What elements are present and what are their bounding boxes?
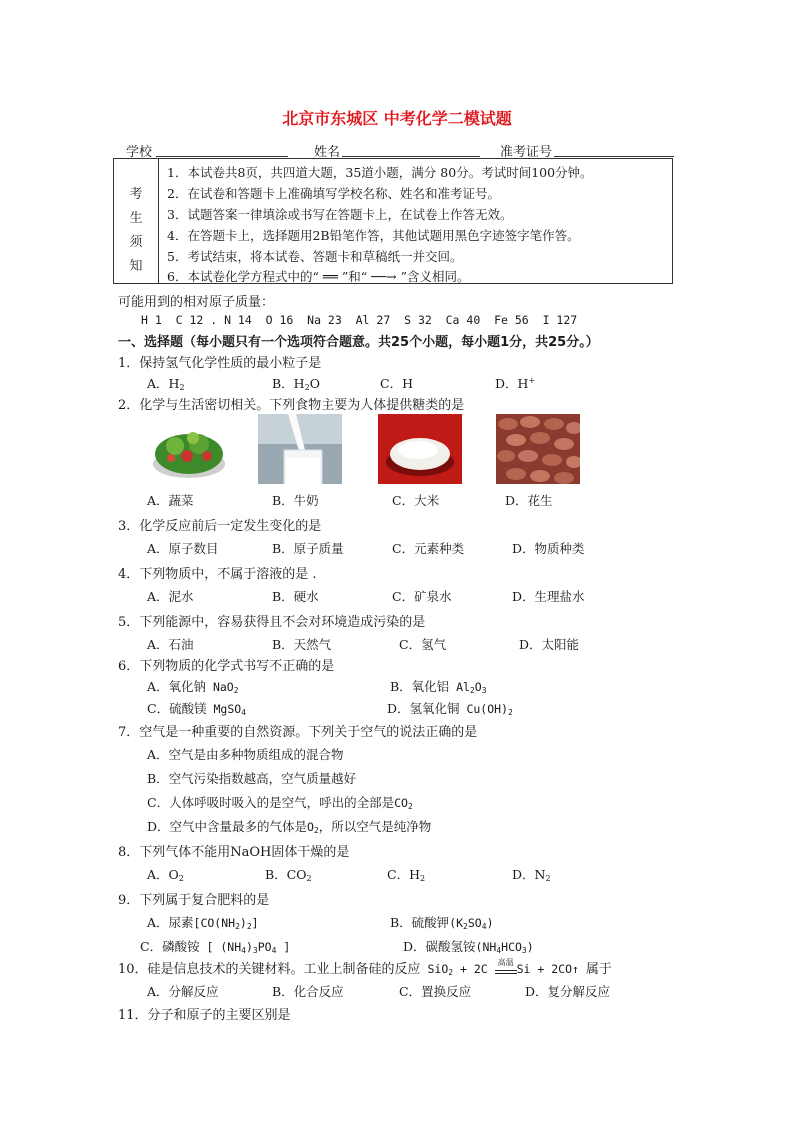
option-c: C．人体呼吸时吸入的是空气，呼出的全部是$CO_2$ xyxy=(147,795,413,811)
option-d: D．太阳能 xyxy=(519,637,580,652)
question-stem: 5．下列能源中，容易获得且不会对环境造成污染的是 xyxy=(118,615,426,630)
option-a: A．石油 xyxy=(147,637,194,652)
option-c: C．H xyxy=(380,376,413,391)
option-d: D．空气中含量最多的气体是$O_2$，所以空气是纯净物 xyxy=(147,819,432,835)
option-b: B．硫酸钾$(K_2SO_4)$ xyxy=(390,915,494,931)
option-d: D．H+ xyxy=(495,375,536,391)
option-d: D．生理盐水 xyxy=(512,589,585,604)
option-a: A．泥水 xyxy=(147,589,194,604)
exam-id-label: 准考证号 xyxy=(500,145,553,160)
option-d: D．复分解反应 xyxy=(525,984,611,999)
rice-image xyxy=(378,414,462,484)
option-a: A．空气是由多种物质组成的混合物 xyxy=(147,747,344,762)
option-b: B．氧化铝 $Al_2O_3$ xyxy=(390,679,487,695)
option-a: A．蔬菜 xyxy=(147,493,194,508)
option-c: C．矿泉水 xyxy=(392,589,452,604)
option-a: A．$H_2$ xyxy=(147,376,185,392)
reaction-condition: 高温 xyxy=(497,958,514,967)
question-stem: 9．下列属于复合肥料的是 xyxy=(118,893,270,908)
notice-line: 3．试题答案一律填涂或书写在答题卡上，在试卷上作答无效。 xyxy=(167,207,513,222)
vegetable-salad-image xyxy=(147,414,231,484)
option-c: C．大米 xyxy=(392,493,440,508)
question-stem: 6．下列物质的化学式书写不正确的是 xyxy=(118,659,335,674)
question-stem: 7．空气是一种重要的自然资源。下列关于空气的说法正确的是 xyxy=(118,725,478,740)
name-label: 姓名 xyxy=(314,145,341,160)
option-a: A．尿素$[CO(NH_2)_2]$ xyxy=(147,915,259,931)
student-info-row xyxy=(126,141,674,159)
atomic-mass-list: H 1 C 12 . N 14 O 16 Na 23 Al 27 S 32 Ca 40 Fe 56 I 127 xyxy=(141,313,578,327)
option-d: D．物质种类 xyxy=(512,541,585,556)
school-blank xyxy=(156,156,288,157)
option-c: C．氢气 xyxy=(399,637,447,652)
option-c: C．$H_2$ xyxy=(387,867,426,883)
option-c: C．硫酸镁 MgSO$_4$ xyxy=(147,701,247,717)
option-a: A．氧化钠 NaO$_2$ xyxy=(147,679,239,695)
milk-image xyxy=(258,414,342,484)
page-title: 北京市东城区 中考化学二模试题 xyxy=(282,109,512,128)
option-b: B．$H_2O$ xyxy=(272,376,320,392)
option-a: A．分解反应 xyxy=(147,984,219,999)
option-b: B．$CO_2$ xyxy=(265,867,312,883)
option-d: D．花生 xyxy=(505,493,553,508)
option-c: C．置换反应 xyxy=(399,984,472,999)
notice-side-label: 考 生 须 知 xyxy=(114,159,159,283)
question-stem: 10．硅是信息技术的关键材料。工业上制备硅的反应 SiO$_2$ + 2C 高温 Si + 2CO↑ 属于 xyxy=(118,958,612,977)
option-a: A．$O_2$ xyxy=(147,867,184,883)
option-d: D．$N_2$ xyxy=(512,867,551,883)
section-heading: 一、选择题（每小题只有一个选项符合题意。共25个小题，每小题1分，共25分。） xyxy=(118,335,599,350)
option-a: A．原子数目 xyxy=(147,541,219,556)
option-b: B．牛奶 xyxy=(272,493,319,508)
notice-line: 5．考试结束，将本试卷、答题卡和草稿纸一并交回。 xyxy=(167,249,463,264)
question-stem: 2．化学与生活密切相关。下列食物主要为人体提供糖类的是 xyxy=(118,398,465,413)
question-stem: 3．化学反应前后一定发生变化的是 xyxy=(118,519,322,534)
notice-line: 2．在试卷和答题卡上准确填写学校名称、姓名和准考证号。 xyxy=(167,186,500,201)
option-b: B．硬水 xyxy=(272,589,319,604)
option-b: B．原子质量 xyxy=(272,541,344,556)
exam-notice-box xyxy=(113,158,673,284)
exam-id-blank xyxy=(554,156,674,157)
option-b: B．空气污染指数越高，空气质量越好 xyxy=(147,771,357,786)
question-stem: 4．下列物质中，不属于溶液的是 . xyxy=(118,567,317,582)
question-stem: 11．分子和原子的主要区别是 xyxy=(118,1008,291,1023)
notice-line: 6．本试卷化学方程式中的“ ══ ”和“ ──→ ”含义相同。 xyxy=(167,269,470,284)
notice-line: 4．在答题卡上，选择题用2B铅笔作答，其他试题用黑色字迹签字笔作答。 xyxy=(167,228,580,243)
peanut-image xyxy=(496,414,580,484)
atomic-mass-label: 可能用到的相对原子质量： xyxy=(118,295,275,310)
option-c: C．元素种类 xyxy=(392,541,465,556)
notice-line: 1．本试卷共8页，共四道大题，35道小题，满分 80分。考试时间100分钟。 xyxy=(167,165,593,180)
school-label: 学校 xyxy=(126,145,153,160)
option-d: D．碳酸氢铵$(NH_4HCO_3)$ xyxy=(403,939,534,955)
option-d: D．氢氧化铜 $Cu(OH)_2$ xyxy=(387,701,513,717)
question-stem: 8．下列气体不能用NaOH固体干燥的是 xyxy=(118,845,350,860)
option-b: B．化合反应 xyxy=(272,984,344,999)
option-b: B．天然气 xyxy=(272,637,332,652)
option-c: C．磷酸铵 [ $(NH_4)_3PO_4$ ] xyxy=(140,939,291,955)
name-blank xyxy=(342,156,480,157)
question-stem: 1．保持氢气化学性质的最小粒子是 xyxy=(118,356,322,371)
